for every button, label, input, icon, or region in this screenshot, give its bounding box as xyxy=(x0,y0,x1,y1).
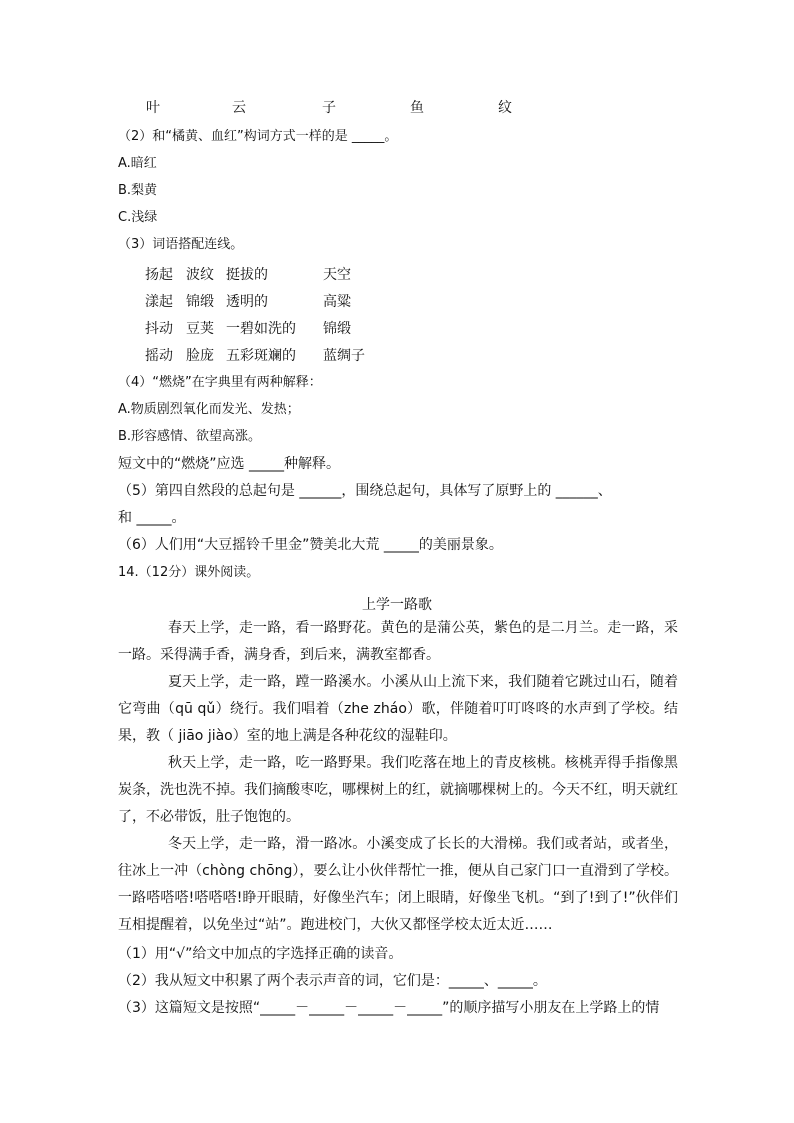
q14-sub1: （1）用“√”给文中加点的字选择正确的读音。 xyxy=(118,946,403,962)
q3-stem: （3）词语搭配连线。 xyxy=(118,237,244,252)
match-word: 扬起 xyxy=(145,267,173,283)
match-word: 锦缎 xyxy=(323,321,351,337)
q5-line1: （5）第四自然段的总起句是 ______，围绕总起句，具体写了原野上的 ______、 xyxy=(118,483,612,499)
match-word: 脸庞 xyxy=(186,348,214,364)
char-item: 鱼 xyxy=(410,100,424,116)
q4-ask: 短文中的“燃烧”应选 _____种解释。 xyxy=(118,456,340,472)
q4-option-b: B.形容感情、欲望高涨。 xyxy=(118,429,262,444)
match-word: 透明的 xyxy=(226,294,268,310)
q4-option-a: A.物质剧烈氧化而发光、发热； xyxy=(118,402,300,417)
q2-option-a: A.暗红 xyxy=(118,156,157,171)
passage-paragraph-2 xyxy=(118,669,678,750)
passage-paragraph-1 xyxy=(118,615,678,669)
match-word: 挺拔的 xyxy=(226,267,268,283)
match-word: 波纹 xyxy=(186,267,214,283)
q2-stem: （2）和“橘黄、血红”构词方式一样的是 _____。 xyxy=(118,129,398,144)
q2-option-c: C.浅绿 xyxy=(118,210,158,225)
match-word: 豆荚 xyxy=(186,321,214,337)
char-item: 纹 xyxy=(498,100,512,116)
passage-title: 上学一路歌 xyxy=(362,597,432,613)
q2-option-b: B.梨黄 xyxy=(118,183,158,198)
q6-stem: （6）人们用“大豆摇铃千里金”赞美北大荒 _____的美丽景象。 xyxy=(118,537,503,553)
match-word: 一碧如洗的 xyxy=(226,321,296,337)
paragraph-text: 春天上学，走一路，看一路野花。黄色的是蒲公英，紫色的是二月兰。走一路，采一路。采得满手香，满身香，到后来，满教室都香。 xyxy=(118,620,678,663)
char-item: 叶 xyxy=(146,100,160,116)
passage-paragraph-3 xyxy=(118,750,678,831)
q14-header: 14.（12分）课外阅读。 xyxy=(118,565,260,580)
passage-paragraph-4 xyxy=(118,831,678,939)
paragraph-text: 夏天上学，走一路，蹚一路溪水。小溪从山上流下来，我们随着它跳过山石，随着它弯曲（qū qǔ）绕行。我们唱着（zhe zháo）歌，伴随着叮叮咚咚的水声到了学校。结果，教（ jiāo jiào）室的地上满是各种花纹的湿鞋印。 xyxy=(118,674,678,744)
q14-sub2: （2）我从短文中积累了两个表示声音的词，它们是：_____、_____。 xyxy=(118,973,547,989)
match-word: 蓝绸子 xyxy=(323,348,365,364)
char-item: 子 xyxy=(322,100,336,116)
match-word: 高粱 xyxy=(323,294,351,310)
q14-sub3: （3）这篇短文是按照“_____－_____－_____－_____”的顺序描写小朋友在上学路上的情 xyxy=(118,1000,660,1016)
match-word: 锦缎 xyxy=(186,294,214,310)
paragraph-text: 秋天上学，走一路，吃一路野果。我们吃落在地上的青皮核桃。核桃弄得手指像黑炭条，洗也洗不掉。我们摘酸枣吃，哪棵树上的红，就摘哪棵树上的。今天不红，明天就红了，不必带饭，肚子饱饱的。 xyxy=(118,755,678,825)
match-word: 五彩斑斓的 xyxy=(226,348,296,364)
paragraph-text: 冬天上学，走一路，滑一路冰。小溪变成了长长的大滑梯。我们或者站，或者坐，往冰上一冲（chòng chōng），要么让小伙伴帮忙一推，便从自己家门口一直滑到了学校。一路嗒嗒嗒!嗒嗒嗒!睁开眼睛，好像坐汽车；闭上眼睛，好像坐飞机。“到了!到了!”伙伴们互相提醒着，以免坐过“站”。跑进校门，大伙又都怪学校太近太近…… xyxy=(118,836,678,933)
char-item: 云 xyxy=(232,100,246,116)
match-word: 漾起 xyxy=(145,294,173,310)
match-word: 摇动 xyxy=(145,348,173,364)
match-word: 抖动 xyxy=(145,321,173,337)
q5-line2: 和 _____。 xyxy=(118,510,186,526)
character-row xyxy=(0,99,794,119)
match-word: 天空 xyxy=(323,267,351,283)
q4-stem: （4）“燃烧”在字典里有两种解释： xyxy=(118,375,322,390)
